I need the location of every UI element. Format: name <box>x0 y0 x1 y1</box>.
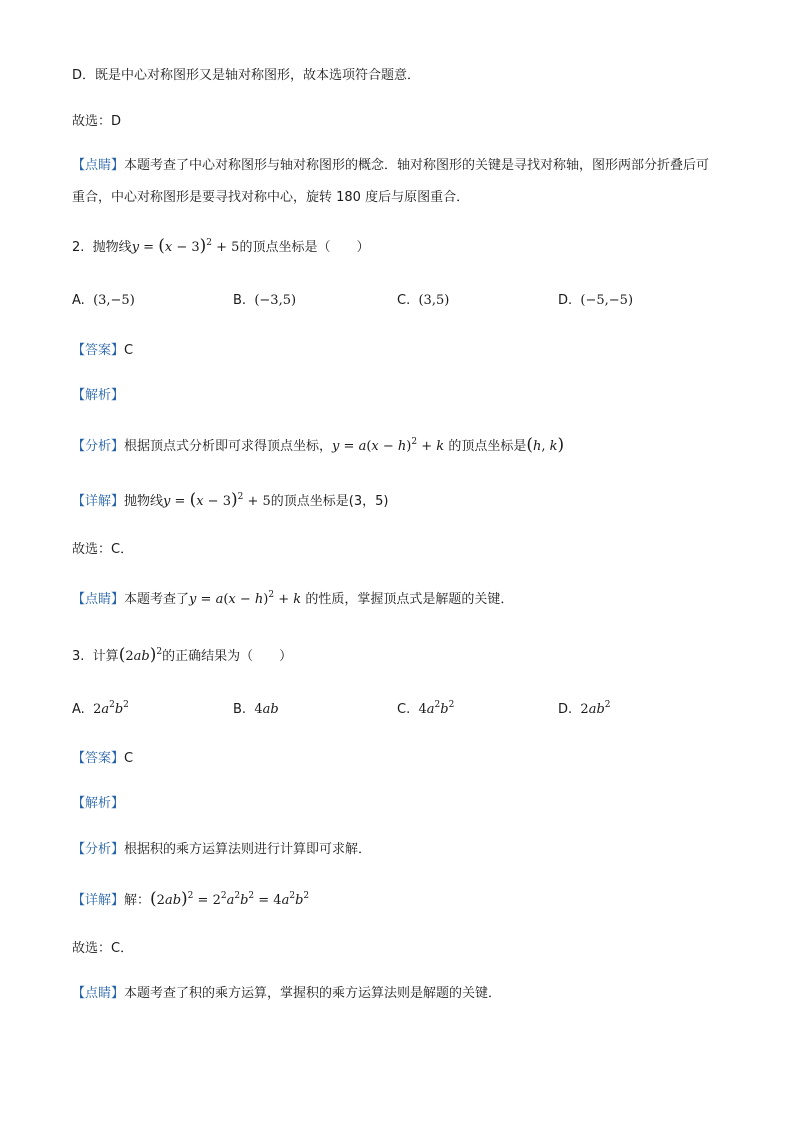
formula: ) <box>181 889 188 909</box>
question-number: 3. <box>72 649 85 664</box>
formula: y <box>332 439 340 454</box>
formula: 2 <box>206 238 213 248</box>
formula: − 3 <box>203 494 231 509</box>
fenxi-tag: 【分析】 <box>72 439 125 454</box>
option-letter: D. <box>558 702 573 717</box>
formula: ) <box>149 645 157 665</box>
formula: y <box>163 494 171 509</box>
option-d <box>558 291 633 311</box>
answer-tag: 【答案】 <box>72 751 125 766</box>
formula: ( <box>223 592 229 607</box>
formula: 2 <box>248 891 255 901</box>
option-c <box>397 291 449 311</box>
formula: h <box>397 439 407 454</box>
option-b <box>233 700 279 720</box>
option-b <box>233 291 296 311</box>
formula: ( <box>526 435 533 455</box>
question-2-stem <box>72 236 369 258</box>
fenxi-tail: 的顶点坐标是 <box>448 439 527 454</box>
fenxi-text: 根据顶点式分析即可求得顶点坐标， <box>124 439 333 454</box>
answer-line <box>72 749 133 769</box>
formula: + 5 <box>212 240 240 255</box>
formula: k <box>293 592 302 607</box>
formula: 2 <box>303 891 310 901</box>
option-letter: B. <box>233 293 247 308</box>
formula: ( <box>150 889 157 909</box>
option-letter: A. <box>72 293 85 308</box>
choice-line: 故选：C． <box>72 941 134 956</box>
formula: = <box>170 494 190 509</box>
comment-tag: 【点睛】 <box>72 158 125 173</box>
fenxi-line <box>72 840 371 860</box>
analysis-tag: 【解析】 <box>72 388 125 403</box>
formula: a <box>358 439 367 454</box>
formula: ) <box>230 490 238 510</box>
formula: ) <box>557 435 565 455</box>
formula: 2 <box>156 893 165 908</box>
option-value: $2ab^2$ <box>580 700 611 717</box>
question-3-stem <box>72 645 292 667</box>
formula: x <box>164 240 173 255</box>
option-value: (−3,5) <box>254 293 297 308</box>
fenxi-line <box>72 435 564 457</box>
detail-text: 解： <box>124 893 151 908</box>
formula: = <box>196 592 216 607</box>
question-text: 计算 <box>92 649 119 664</box>
formula: = 4 <box>254 893 282 908</box>
option-value: (−5,−5) <box>580 293 634 308</box>
question-text: 抛物线 <box>92 240 132 255</box>
formula: x <box>371 439 379 454</box>
detail-tag: 【详解】 <box>72 893 125 908</box>
formula: 2 <box>411 437 418 447</box>
formula: 2 <box>220 891 227 901</box>
formula: ( <box>158 236 165 256</box>
formula: − <box>235 592 255 607</box>
detail-line <box>72 889 309 911</box>
formula: a <box>281 893 290 908</box>
formula: + 5 <box>243 494 271 509</box>
formula: + <box>274 592 294 607</box>
formula: 2 <box>237 492 244 502</box>
comment-text: 的性质，掌握顶点式是解题的关键． <box>305 592 514 607</box>
comment-line <box>72 984 501 1004</box>
formula: ( <box>189 490 197 510</box>
formula: ) <box>199 236 207 256</box>
option-d <box>558 700 611 720</box>
option-d-explanation: D．既是中心对称图形又是轴对称图形，故本选项符合题意． <box>72 68 421 83</box>
formula: 2 <box>289 891 296 901</box>
answer-value: C <box>124 751 134 766</box>
question-text: 的顶点坐标是（ ） <box>239 240 370 255</box>
question-number: 2. <box>72 240 85 255</box>
formula: ) <box>263 592 269 607</box>
option-value: (3,5) <box>418 293 450 308</box>
detail-line <box>72 490 388 512</box>
option-c <box>397 700 454 720</box>
formula: , <box>541 439 550 454</box>
formula: b <box>295 893 304 908</box>
option-letter: B. <box>233 702 247 717</box>
comment-text: 本题考查了中心对称图形与轴对称图形的概念．轴对称图形的关键是寻找对称轴，图形两部分折叠后可重合，中心对称图形是要寻找对称中心，旋转 180 度后与原图重合． <box>72 158 710 205</box>
formula: = <box>139 240 159 255</box>
choice-line: 故选：C． <box>72 542 134 557</box>
option-letter: C. <box>397 293 411 308</box>
formula: y <box>131 240 140 255</box>
formula: y <box>189 592 197 607</box>
formula: = <box>339 439 359 454</box>
formula: ) <box>406 439 412 454</box>
formula: ab <box>133 649 150 664</box>
formula: x <box>228 592 236 607</box>
detail-tag: 【详解】 <box>72 494 125 509</box>
fenxi-text: 根据积的乘方运算法则进行计算即可求解． <box>124 842 372 857</box>
formula: ( <box>366 439 372 454</box>
option-value: (3,−5) <box>93 293 135 308</box>
comment-text: 本题考查了积的乘方运算，掌握积的乘方运算法则是解题的关键． <box>124 986 502 1001</box>
formula: 2 <box>156 647 163 657</box>
comment-line <box>72 590 513 610</box>
analysis-tag: 【解析】 <box>72 796 125 811</box>
formula: a <box>215 592 224 607</box>
formula: ( <box>118 645 126 665</box>
formula: k <box>436 439 445 454</box>
option-value: 4ab <box>254 702 279 717</box>
detail-text: 抛物线 <box>124 494 164 509</box>
comment-tag: 【点睛】 <box>72 592 125 607</box>
formula: 2 <box>187 891 194 901</box>
formula: x <box>196 494 204 509</box>
answer-value: C <box>124 343 134 358</box>
question-text: 的正确结果为（ ） <box>162 649 293 664</box>
comment-text: 本题考查了 <box>124 592 190 607</box>
comment-tag: 【点睛】 <box>72 986 125 1001</box>
comment-paragraph <box>72 150 722 214</box>
formula: k <box>549 439 558 454</box>
formula: 2 <box>125 649 134 664</box>
formula: a <box>226 893 235 908</box>
answer-line <box>72 341 133 361</box>
answer-tag: 【答案】 <box>72 343 125 358</box>
analysis-heading <box>72 794 124 814</box>
option-value: $2a^2b^2$ <box>93 700 129 717</box>
formula: h <box>532 439 542 454</box>
option-letter: C. <box>397 702 411 717</box>
formula: ab <box>164 893 182 908</box>
formula: 2 <box>234 891 241 901</box>
fenxi-tag: 【分析】 <box>72 842 125 857</box>
option-value: $4a^2b^2$ <box>418 700 455 717</box>
formula: b <box>240 893 249 908</box>
formula: − 3 <box>172 240 200 255</box>
choice-line: 故选：D <box>72 114 122 129</box>
formula: 2 <box>268 590 275 600</box>
formula: = 2 <box>193 893 221 908</box>
option-letter: A. <box>72 702 85 717</box>
option-a <box>72 700 129 720</box>
detail-text: 的顶点坐标是(3，5) <box>270 494 389 509</box>
formula: h <box>254 592 264 607</box>
analysis-heading <box>72 386 124 406</box>
formula: − <box>378 439 398 454</box>
formula: + <box>417 439 437 454</box>
option-letter: D. <box>558 293 573 308</box>
option-a <box>72 291 135 311</box>
